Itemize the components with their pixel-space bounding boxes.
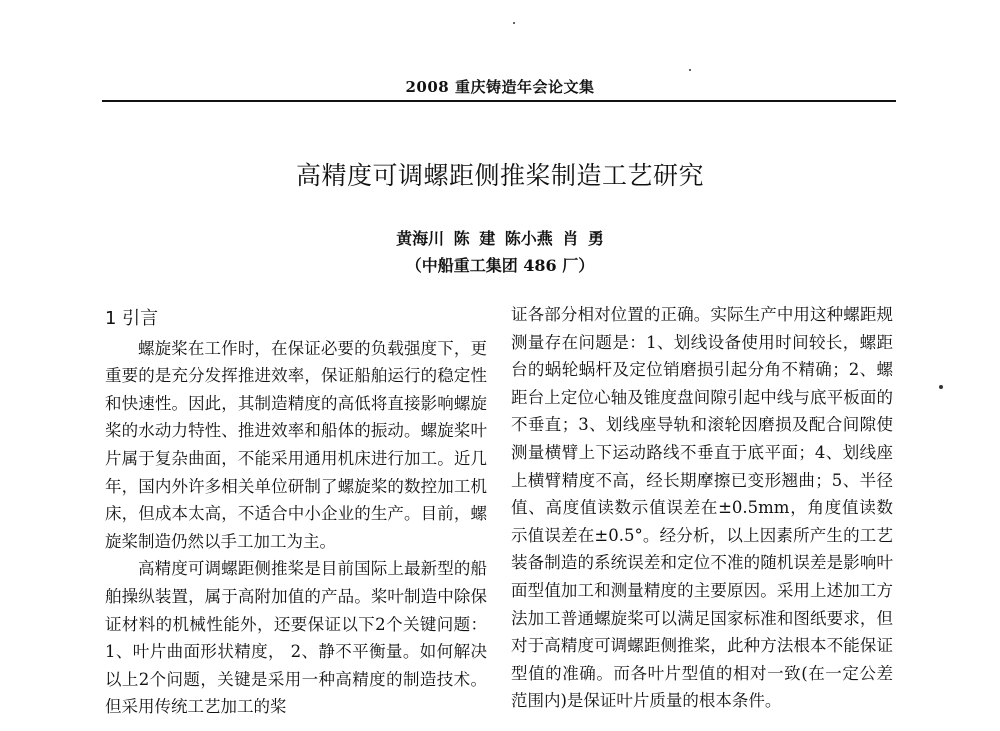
- paragraph-2: 高精度可调螺距侧推桨是目前国际上最新型的船舶操纵装置，属于高附加值的产品。桨叶制造中除保证材料的机械性能外，还要保证以下2个关键问题：1、叶片曲面形状精度， 2、静不平衡量。如何解决以上2个问题，关键是采用一种高精度的制造技术。但采用传统工艺加工的桨: [105, 559, 487, 717]
- right-column: [511, 301, 893, 715]
- section-heading: 1 引言: [105, 308, 159, 329]
- header-rule: [102, 100, 896, 102]
- left-column: [105, 305, 487, 721]
- author-list: 黄海川 陈 建 陈小燕 肖 勇: [396, 229, 604, 248]
- scan-speck: [513, 22, 515, 24]
- paragraph-1: 螺旋桨在工作时，在保证必要的负载强度下，更重要的是充分发挥推进效率，保证船舶运行的稳定性和快速性。因此，其制造精度的高低将直接影响螺旋桨的水动力特性、推进效率和船体的振动。螺旋桨叶片属于复杂曲面，不能采用通用机床进行加工。近几年，国内外许多相关单位研制了螺旋桨的数控加工机床，但成本太高，不适合中小企业的生产。目前，螺旋桨制造仍然以手工加工为主。: [105, 338, 487, 551]
- paragraph-continued: 证各部分相对位置的正确。实际生产中用这种螺距规测量存在问题是：1、划线设备使用时间较长，螺距台的蜗轮蜗杆及定位销磨损引起分角不精确；2、螺距台上定位心轴及锥度盘间隙引起中线与底平板面的不垂直；3、划线座导轨和滚轮因磨损及配合间隙使测量横臂上下运动路线不垂直于底平面；4、划线座上横臂精度不高，经长期摩擦已变形翘曲；5、半径值、高度值读数示值误差在±0.5mm，角度值读数示值误差在±0.5°。经分析，以上因素所产生的工艺装备制造的系统误差和定位不准的随机误差是影响叶面型值加工和测量精度的主要原因。采用上述加工方法加工普通螺旋桨可以满足国家标准和图纸要求，但对于高精度可调螺距侧推桨，此种方法根本不能保证型值的准确。而各叶片型值的相对一致(在一定公差范围内)是保证叶片质量的根本条件。: [511, 305, 893, 711]
- running-header: 2008 重庆铸造年会论文集: [405, 78, 595, 96]
- scan-speck: [939, 385, 943, 389]
- paper-title: 高精度可调螺距侧推桨制造工艺研究: [295, 161, 704, 190]
- affiliation: （中船重工集团 486 厂）: [405, 256, 595, 275]
- scan-speck: [689, 69, 691, 71]
